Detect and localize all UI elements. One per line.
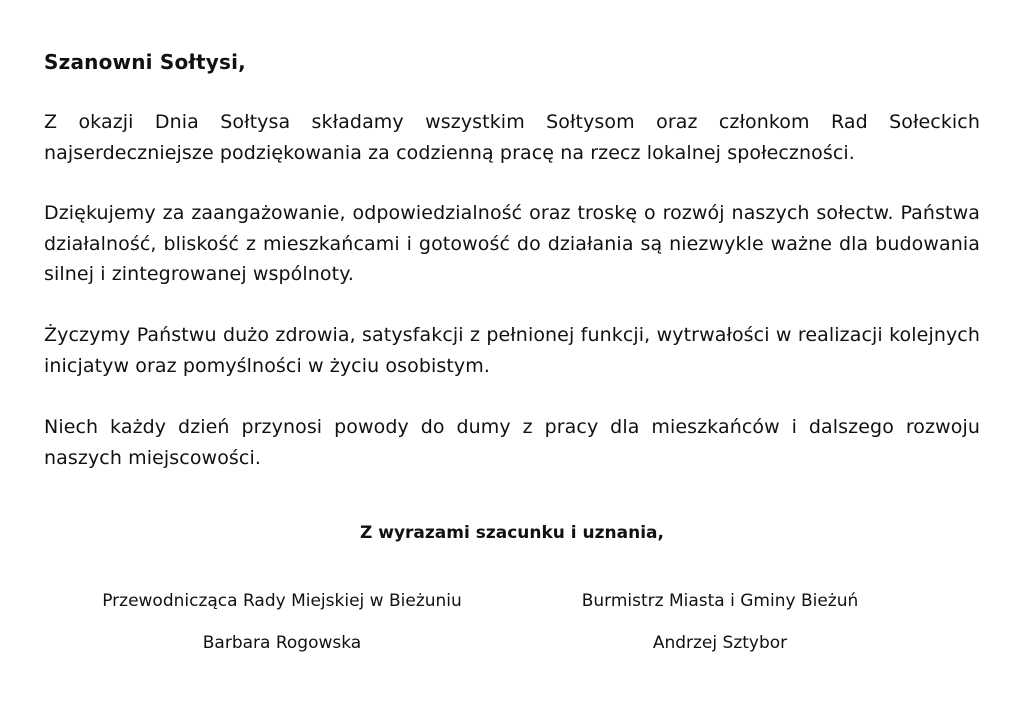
signature-role: Przewodnicząca Rady Miejskiej w Bieżuniu xyxy=(102,591,462,611)
letter-paragraph: Z okazji Dnia Sołtysa składamy wszystkim Sołtysom oraz członkom Rad Sołeckich najserdeczniejsze podziękowania za codzienną pracę na rzecz lokalnej społeczności. xyxy=(44,111,980,164)
letter-greeting: Szanowni Sołtysi, xyxy=(44,50,246,74)
letter-closing: Z wyrazami szacunku i uznania, xyxy=(360,523,664,543)
signature-name: Andrzej Sztybor xyxy=(652,633,788,653)
letter-paragraph: Dziękujemy za zaangażowanie, odpowiedzialność oraz troskę o rozwój naszych sołectw. Państwa działalność, bliskość z mieszkańcami i gotowość do działania są niezwykle ważne dla budowania silnej i zintegrowanej wspólnoty. xyxy=(44,202,980,285)
letter-paragraph: Życzymy Państwu dużo zdrowia, satysfakcji z pełnionej funkcji, wytrwałości w realizacji kolejnych inicjatyw oraz pomyślności w życiu osobistym. xyxy=(44,324,980,377)
signature-block-right xyxy=(520,591,920,661)
letter-paragraph: Niech każdy dzień przynosi powody do dumy z pracy dla mieszkańców i dalszego rozwoju naszych miejscowości. xyxy=(44,416,980,469)
signature-role: Burmistrz Miasta i Gminy Bieżuń xyxy=(581,591,859,611)
signature-block-left xyxy=(72,591,492,661)
signature-name: Barbara Rogowska xyxy=(202,633,362,653)
